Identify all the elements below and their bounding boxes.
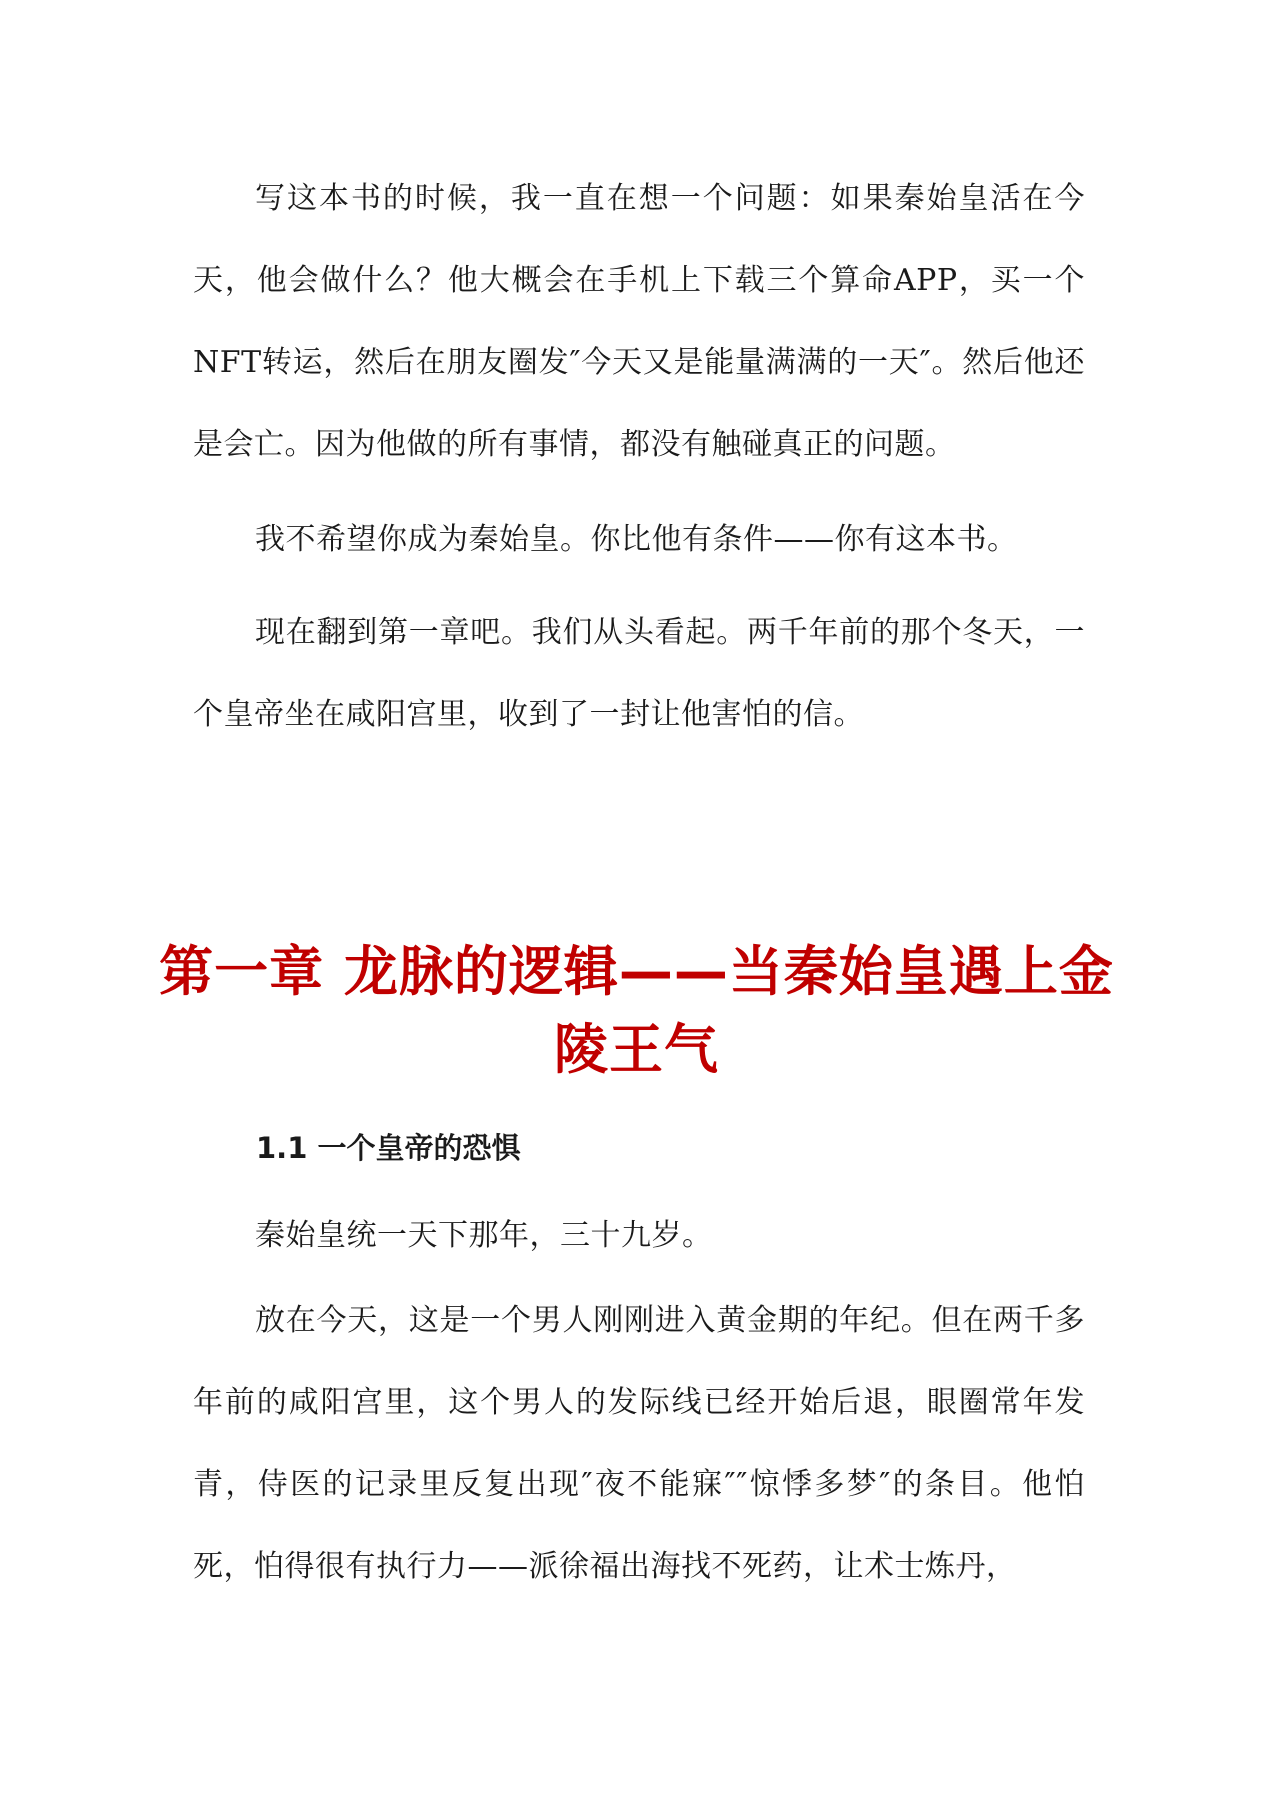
intro-paragraph-2: 我不希望你成为秦始皇。你比他有条件——你有这本书。 (255, 522, 1018, 557)
section-paragraph-2: 放在今天，这是一个男人刚刚进入黄金期的年纪。但在两千多年前的咸阳宫里，这个男人的发际线已经开始后退，眼圈常年发青，侍医的记录里反复出现″夜不能寐″″惊悸多梦″的条目。他怕死，怕得很有执行力——派徐福出海找不死药，让术士炼丹， (193, 1303, 1085, 1584)
intro-paragraph-1: 写这本书的时候，我一直在想一个问题：如果秦始皇活在今天，他会做什么？他大概会在手机上下载三个算命APP，买一个NFT转运，然后在朋友圈发″今天又是能量满满的一天″。然后他还是会亡。因为他做的所有事情，都没有触碰真正的问题。 (193, 181, 1085, 462)
section-paragraph-1: 秦始皇统一天下那年，三十九岁。 (255, 1218, 713, 1253)
chapter-title: 第一章 龙脉的逻辑——当秦始皇遇上金陵王气 (159, 940, 1114, 1081)
section-heading: 1.1 一个皇帝的恐惧 (256, 1131, 521, 1165)
intro-paragraph-3: 现在翻到第一章吧。我们从头看起。两千年前的那个冬天，一个皇帝坐在咸阳宫里，收到了一封让他害怕的信。 (193, 615, 1085, 732)
